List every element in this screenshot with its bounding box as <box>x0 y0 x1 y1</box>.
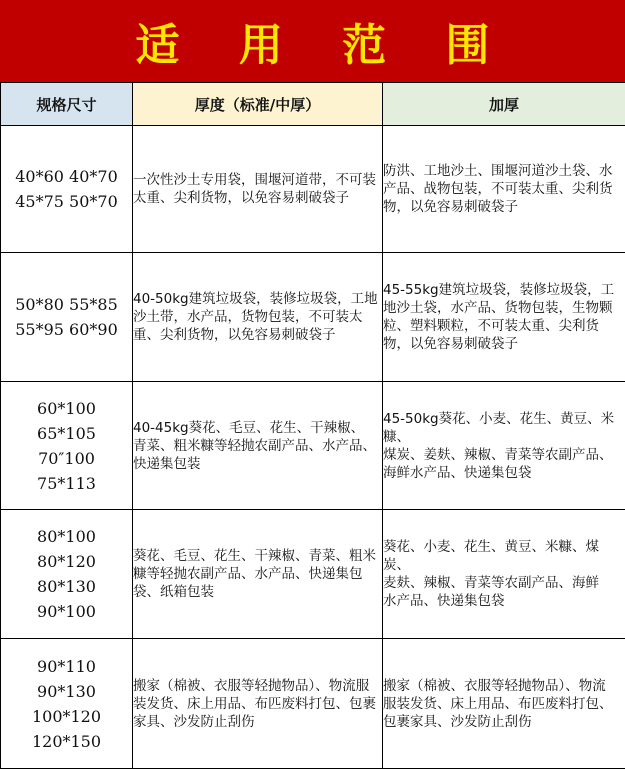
size-value: 55*95 60*90 <box>1 317 132 342</box>
banner-title: 适 用 范 围 <box>114 9 512 73</box>
table-row <box>1 382 625 510</box>
size-cell <box>1 126 133 253</box>
title-banner <box>0 0 625 82</box>
standard-cell <box>133 253 383 382</box>
size-value: 80*130 <box>1 574 132 599</box>
size-value: 45*75 50*70 <box>1 189 132 214</box>
size-cell <box>1 382 133 510</box>
size-cell <box>1 639 133 769</box>
header-thick: 加厚 <box>383 83 625 126</box>
size-value: 80*100 <box>1 524 132 549</box>
header-row <box>1 83 625 126</box>
standard-text: 一次性沙土专用袋，围堰河道带，不可装太重、尖利货物，以免容易刺破袋子 <box>133 171 382 207</box>
spec-table <box>0 82 625 769</box>
size-value: 70″100 <box>1 446 132 471</box>
size-value: 50*80 55*85 <box>1 292 132 317</box>
standard-text: 40-50kg建筑垃圾袋，装修垃圾袋，工地沙土带，水产品，货物包装，不可装太重、尖利货物，以免容易刺破袋子 <box>133 290 382 344</box>
size-cell <box>1 510 133 639</box>
thick-text: 45-50kg葵花、小麦、花生、黄豆、米糠、 <box>383 410 625 446</box>
standard-cell <box>133 510 383 639</box>
standard-text: 搬家（棉被、衣服等轻抛物品）、物流服装发货、床上用品、布匹废料打包、包裹家具、沙发防止刮伤 <box>133 677 382 731</box>
table-row <box>1 253 625 382</box>
size-value: 60*100 <box>1 396 132 421</box>
size-value: 75*113 <box>1 471 132 496</box>
thick-cell <box>383 510 625 639</box>
thick-text: 包裹家具、沙发防止刮伤 <box>383 713 625 731</box>
thick-text: 服装发货、床上用品、布匹废料打包、 <box>383 695 625 713</box>
standard-cell <box>133 382 383 510</box>
thick-text: 防洪、工地沙土、围堰河道沙土袋、水产品、战物包装，不可装太重、尖利货物，以免容易刺破袋子 <box>383 162 625 216</box>
size-cell <box>1 253 133 382</box>
size-value: 90*130 <box>1 679 132 704</box>
table-row <box>1 126 625 253</box>
standard-cell <box>133 639 383 769</box>
standard-text: 青菜、粗米糠等轻抛农副产品、水产品、快递集包装 <box>133 437 382 473</box>
size-value: 100*120 <box>1 704 132 729</box>
thick-cell <box>383 126 625 253</box>
size-value: 65*105 <box>1 421 132 446</box>
header-standard: 厚度（标准/中厚） <box>133 83 383 126</box>
thick-cell <box>383 382 625 510</box>
standard-text: 40-45kg葵花、毛豆、花生、干辣椒、 <box>133 419 382 437</box>
thick-text: 煤炭、姜麸、辣椒、青菜等农副产品、 <box>383 446 625 464</box>
thick-text: 麦麸、辣椒、青菜等农副产品、海鲜 <box>383 574 625 592</box>
header-size: 规格尺寸 <box>1 83 133 126</box>
thick-cell <box>383 253 625 382</box>
thick-text: 45-55kg建筑垃圾袋，装修垃圾袋，工地沙土袋，水产品、货物包装，生物颗粒、塑料颗粒，不可装太重、尖利货物，以免容易刺破袋子 <box>383 281 625 353</box>
standard-cell <box>133 126 383 253</box>
thick-text: 海鲜水产品、快递集包袋 <box>383 464 625 482</box>
thick-text: 搬家（棉被、衣服等轻抛物品）、物流 <box>383 677 625 695</box>
thick-text: 水产品、快递集包袋 <box>383 592 625 610</box>
table-row <box>1 639 625 769</box>
table-row <box>1 510 625 639</box>
size-value: 80*120 <box>1 549 132 574</box>
thick-text: 葵花、小麦、花生、黄豆、米糠、煤炭、 <box>383 538 625 574</box>
standard-text: 葵花、毛豆、花生、干辣椒、青菜、粗米糠等轻抛农副产品、水产品、快递集包袋、纸箱包装 <box>133 547 382 601</box>
size-value: 90*100 <box>1 599 132 624</box>
thick-cell <box>383 639 625 769</box>
size-value: 120*150 <box>1 729 132 754</box>
size-value: 90*110 <box>1 654 132 679</box>
size-value: 40*60 40*70 <box>1 164 132 189</box>
